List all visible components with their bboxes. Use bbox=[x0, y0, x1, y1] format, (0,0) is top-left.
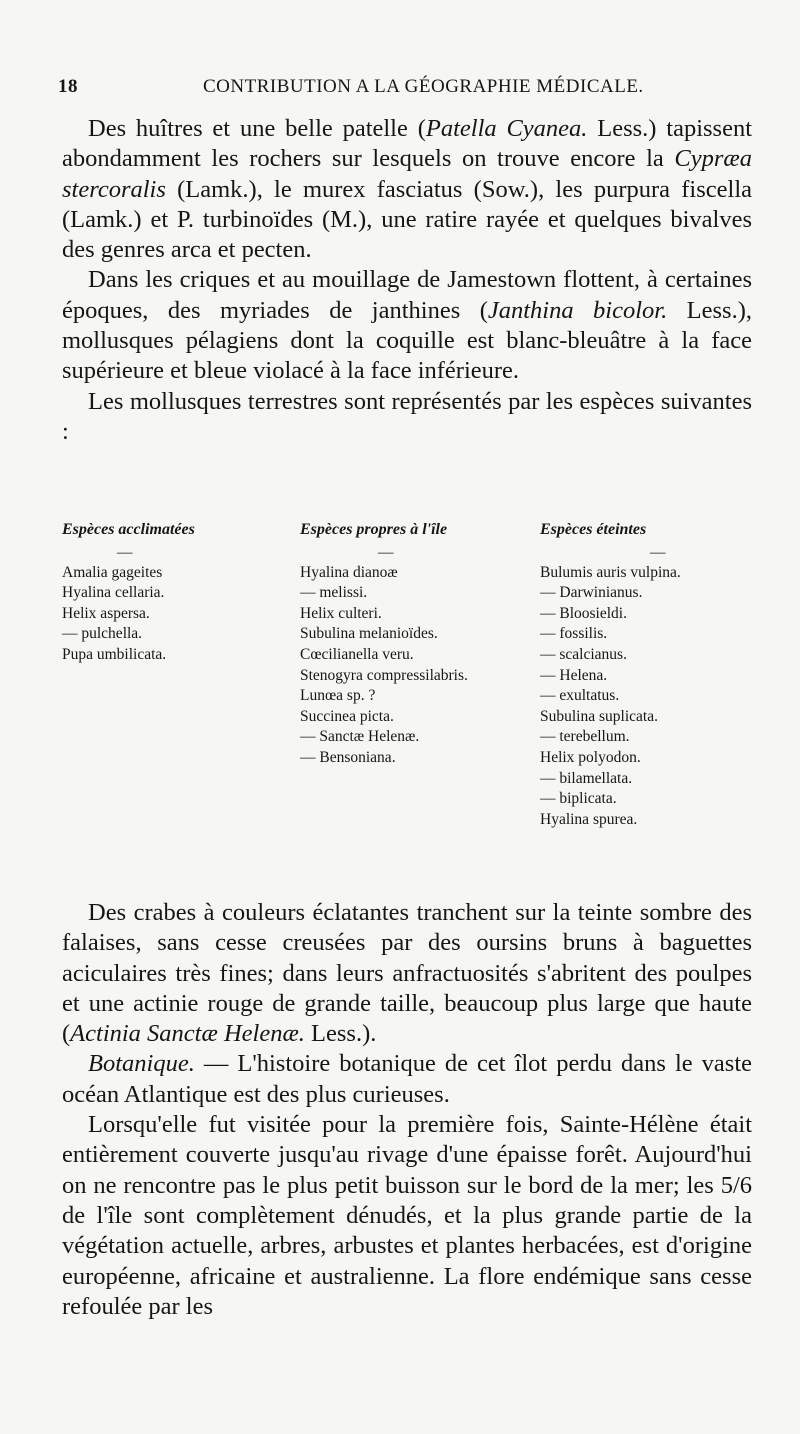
text-block-top bbox=[62, 114, 752, 447]
species-entry: — biplicata. bbox=[540, 790, 617, 808]
species-entry: Lunœa sp. ? bbox=[300, 687, 376, 705]
text-segment: Les mollusques terrestres sont représentés par les espèces suivantes : bbox=[62, 387, 752, 445]
species-entry: Pupa umbilicata. bbox=[62, 645, 167, 663]
species-entry: — bilamellata. bbox=[540, 769, 633, 787]
running-header bbox=[58, 76, 748, 104]
italic-text: Patella Cyanea. bbox=[425, 115, 588, 142]
species-entry: Amalia gageites bbox=[62, 563, 163, 581]
text-segment: Des crabes à couleurs éclatantes tranchent sur la teinte sombre des falaises, sans cesse creusées par des oursins bruns à baguettes aciculaires très fines; dans leurs anfractuosités s'abritent des poulpes et une actinie rouge de grande taille, beaucoup plus large que haute ( bbox=[62, 899, 752, 1048]
column-acclimatized-species bbox=[62, 520, 195, 666]
heading-rule: — bbox=[117, 543, 133, 561]
species-entry: Cœcilianella veru. bbox=[300, 645, 414, 663]
text-segment: — L'histoire botanique de cet îlot perdu dans le vaste océan Atlantique est des plus curieuses. bbox=[62, 1050, 752, 1108]
text-segment: Less.). bbox=[304, 1020, 377, 1048]
species-entry: — Sanctæ Helenæ. bbox=[300, 728, 420, 746]
species-entry: — exultatus. bbox=[540, 687, 620, 705]
italic-text: Actinia Sanctæ Helenæ. bbox=[70, 1020, 305, 1048]
text-segment: (Lamk.), le murex fasciatus (Sow.), les purpura fiscella (Lamk.) et P. turbinoïdes (M.), une ratire rayée et quelques bivalves des genres arca et pecten. bbox=[62, 175, 752, 264]
italic-text: Cypræa stercoralis bbox=[62, 145, 752, 203]
column-endemic-species bbox=[300, 520, 468, 769]
text-block-bottom bbox=[62, 898, 752, 1322]
italic-text: Janthina bicolor. bbox=[487, 296, 668, 324]
paragraph bbox=[62, 1110, 752, 1322]
text-segment: Less.), mollusques pélagiens dont la coquille est blanc-bleuâtre à la face supérieure et bleue violacé à la face inférieure. bbox=[62, 296, 753, 385]
species-entry: — Bensoniana. bbox=[300, 748, 396, 766]
species-entry: Bulumis auris vulpina. bbox=[540, 563, 681, 581]
heading-rule: — bbox=[378, 543, 394, 561]
species-entry: Subulina melanioïdes. bbox=[300, 625, 438, 643]
page-number: 18 bbox=[58, 76, 78, 97]
heading-rule: — bbox=[650, 543, 666, 561]
species-entry: Succinea picta. bbox=[300, 707, 394, 725]
text-segment: Lorsqu'elle fut visitée pour la première fois, Sainte-Hélène était entièrement couverte jusqu'au rivage d'une épaisse forêt. Aujourd'hui on ne rencontre pas le plus petit buisson sur le bord de la mer; les 5/6 de l'île sont complètement dénudés, et la plus grande partie de la végétation actuelle, arbres, arbustes et plantes herbacées, est d'origine européenne, africaine et australienne. La flore endémique sans cesse refoulée par les bbox=[62, 1111, 752, 1320]
species-entry: Subulina suplicata. bbox=[540, 707, 658, 725]
text-segment: Less.) tapissent abondamment les rochers sur lesquels on trouve encore la bbox=[62, 115, 753, 173]
species-entry: — Helena. bbox=[540, 666, 608, 684]
species-entry: — Darwinianus. bbox=[540, 584, 643, 602]
text-segment: Dans les criques et au mouillage de Jamestown flottent, à certaines époques, des myriades de janthines ( bbox=[62, 266, 752, 324]
species-entry: — terebellum. bbox=[540, 728, 630, 746]
column-extinct-species bbox=[540, 520, 681, 830]
species-entry: — scalcianus. bbox=[540, 645, 627, 663]
paragraph bbox=[62, 265, 752, 386]
species-entry: Hyalina spurea. bbox=[540, 810, 638, 828]
species-entry: Helix culteri. bbox=[300, 604, 382, 622]
paragraph bbox=[62, 114, 752, 265]
column-heading: Espèces acclimatées bbox=[62, 521, 195, 538]
species-entry: — pulchella. bbox=[62, 625, 143, 643]
column-heading: Espèces propres à l'île bbox=[300, 521, 448, 538]
species-entry: Hyalina cellaria. bbox=[62, 584, 165, 602]
running-title: CONTRIBUTION A LA GÉOGRAPHIE MÉDICALE. bbox=[203, 76, 644, 97]
species-table bbox=[62, 520, 752, 865]
paragraph bbox=[62, 898, 752, 1049]
species-entry: Hyalina dianoæ bbox=[300, 563, 398, 581]
species-entry: — Bloosieldi. bbox=[540, 604, 627, 622]
species-entry: Helix aspersa. bbox=[62, 604, 150, 622]
paragraph bbox=[62, 1049, 752, 1110]
paragraph bbox=[62, 387, 752, 448]
species-entry: — fossilis. bbox=[540, 625, 608, 643]
column-heading: Espèces éteintes bbox=[540, 521, 647, 538]
text-segment: Des huîtres et une belle patelle ( bbox=[88, 115, 426, 142]
species-entry: Stenogyra compressilabris. bbox=[300, 666, 468, 684]
species-entry: Helix polyodon. bbox=[540, 748, 641, 766]
italic-text: Botanique. bbox=[88, 1050, 195, 1078]
species-entry: — melissi. bbox=[300, 584, 368, 602]
